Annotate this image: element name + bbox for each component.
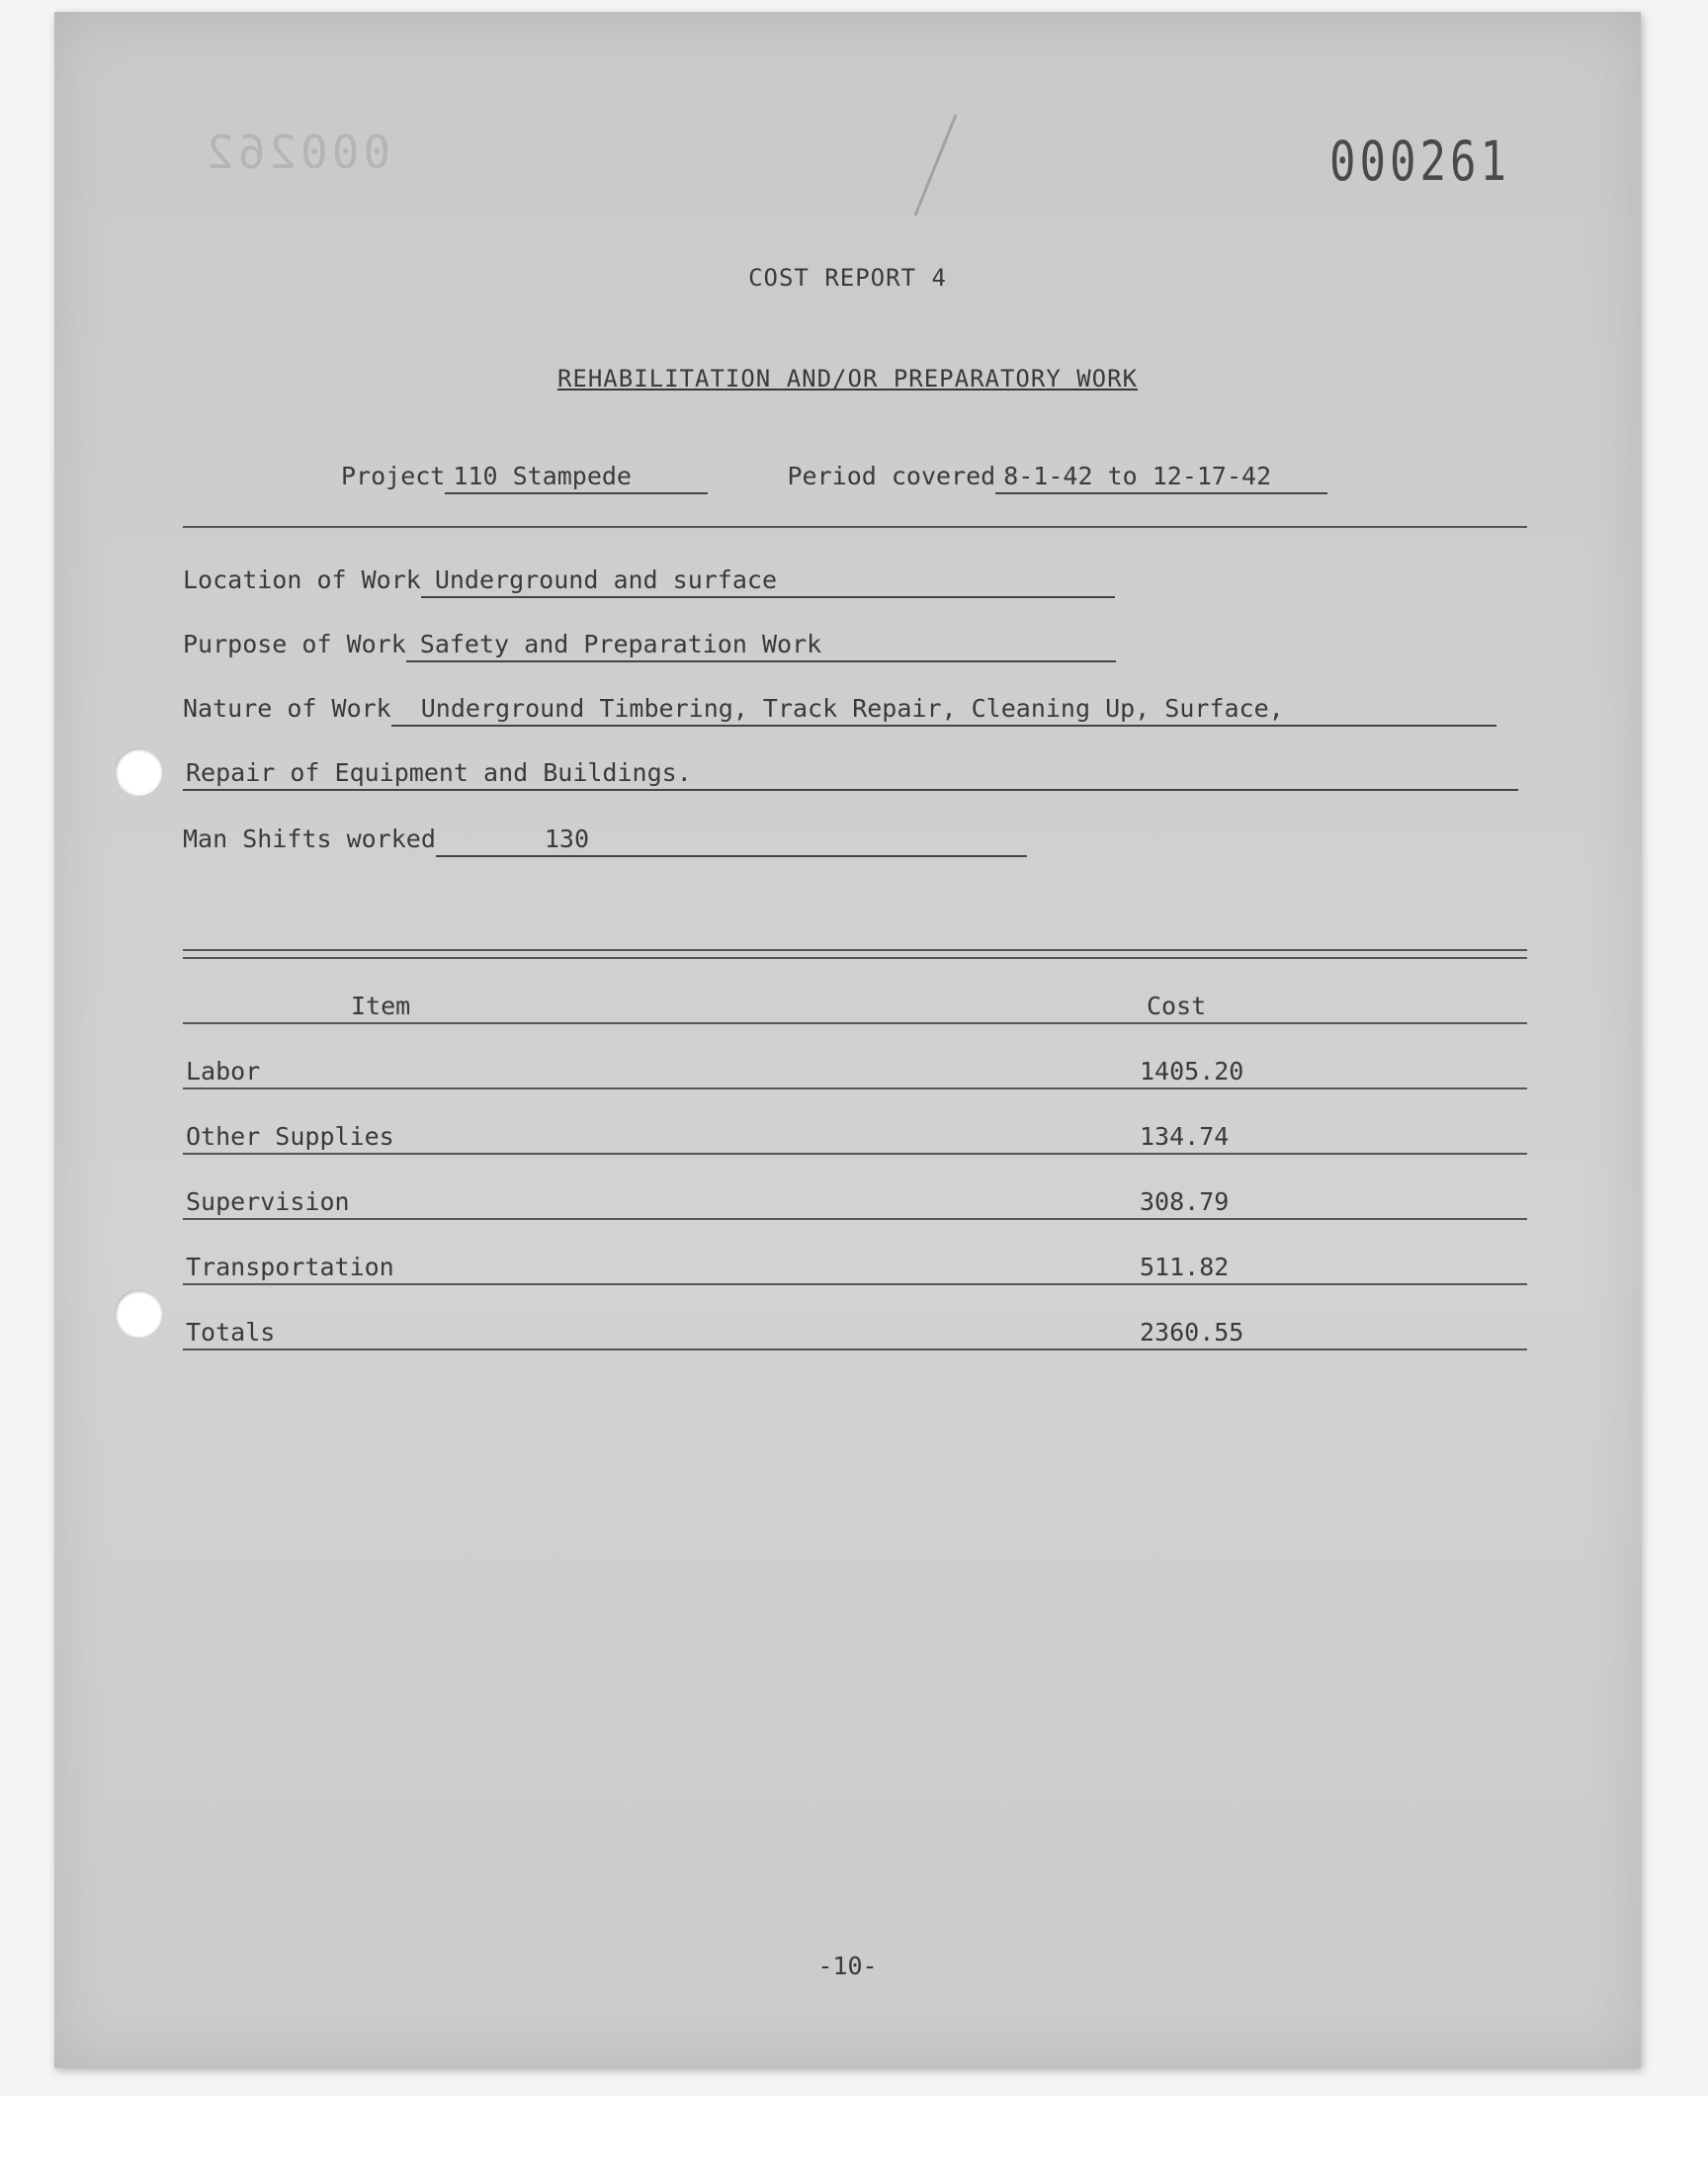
project-label: Project — [341, 462, 446, 490]
document-page — [54, 12, 1641, 2068]
shifts-label: Man Shifts worked — [183, 825, 436, 853]
report-title: COST REPORT 4 — [748, 264, 947, 292]
shifts-value: 130 — [436, 825, 1027, 857]
period-label: Period covered — [787, 462, 996, 490]
item-column-header: Item — [351, 992, 411, 1020]
period-value: 8-1-42 to 12-17-42 — [995, 462, 1327, 494]
purpose-value: Safety and Preparation Work — [406, 630, 1116, 662]
location-value: Underground and surface — [421, 566, 1115, 598]
row-item: Labor — [186, 1057, 261, 1086]
location-row — [183, 566, 1115, 598]
row-cost: 511.82 — [1140, 1253, 1230, 1281]
report-subtitle: REHABILITATION AND/OR PREPARATORY WORK — [556, 365, 1139, 392]
double-rule-bottom — [183, 957, 1527, 959]
pencil-mark — [914, 114, 958, 216]
divider-line — [183, 526, 1527, 528]
punch-hole-top — [115, 748, 162, 796]
table-row — [183, 1244, 1527, 1285]
purpose-label: Purpose of Work — [183, 630, 406, 658]
nature-label: Nature of Work — [183, 694, 391, 723]
document-number: 000261 — [1329, 130, 1510, 194]
nature-value-line2: Repair of Equipment and Buildings. — [183, 758, 1518, 791]
row-item: Supervision — [186, 1187, 350, 1216]
row-item: Transportation — [186, 1253, 394, 1281]
totals-row — [183, 1309, 1527, 1350]
location-label: Location of Work — [183, 566, 421, 594]
row-item: Other Supplies — [186, 1122, 394, 1151]
project-value: 110 Stampede — [445, 462, 708, 494]
row-cost: 308.79 — [1140, 1187, 1230, 1216]
ghost-document-number: 000262 — [203, 126, 391, 179]
double-rule-top — [183, 949, 1527, 951]
totals-label: Totals — [186, 1318, 276, 1347]
nature-continuation-row — [183, 758, 1518, 791]
shifts-row — [183, 825, 1027, 857]
nature-value-line1: Underground Timbering, Track Repair, Cleaning Up, Surface, — [391, 694, 1496, 727]
table-row — [183, 1048, 1527, 1089]
scan-margin-bottom — [0, 2096, 1708, 2175]
table-row — [183, 1178, 1527, 1220]
page-number: -10- — [817, 1952, 878, 1980]
project-period-line — [341, 462, 1327, 494]
row-cost: 1405.20 — [1140, 1057, 1244, 1086]
nature-row — [183, 694, 1496, 727]
row-cost: 134.74 — [1140, 1122, 1230, 1151]
punch-hole-bottom — [115, 1290, 162, 1338]
table-row — [183, 1113, 1527, 1155]
cost-table-header — [183, 983, 1527, 1024]
cost-column-header: Cost — [1147, 992, 1207, 1020]
purpose-row — [183, 630, 1116, 662]
totals-cost: 2360.55 — [1140, 1318, 1244, 1347]
